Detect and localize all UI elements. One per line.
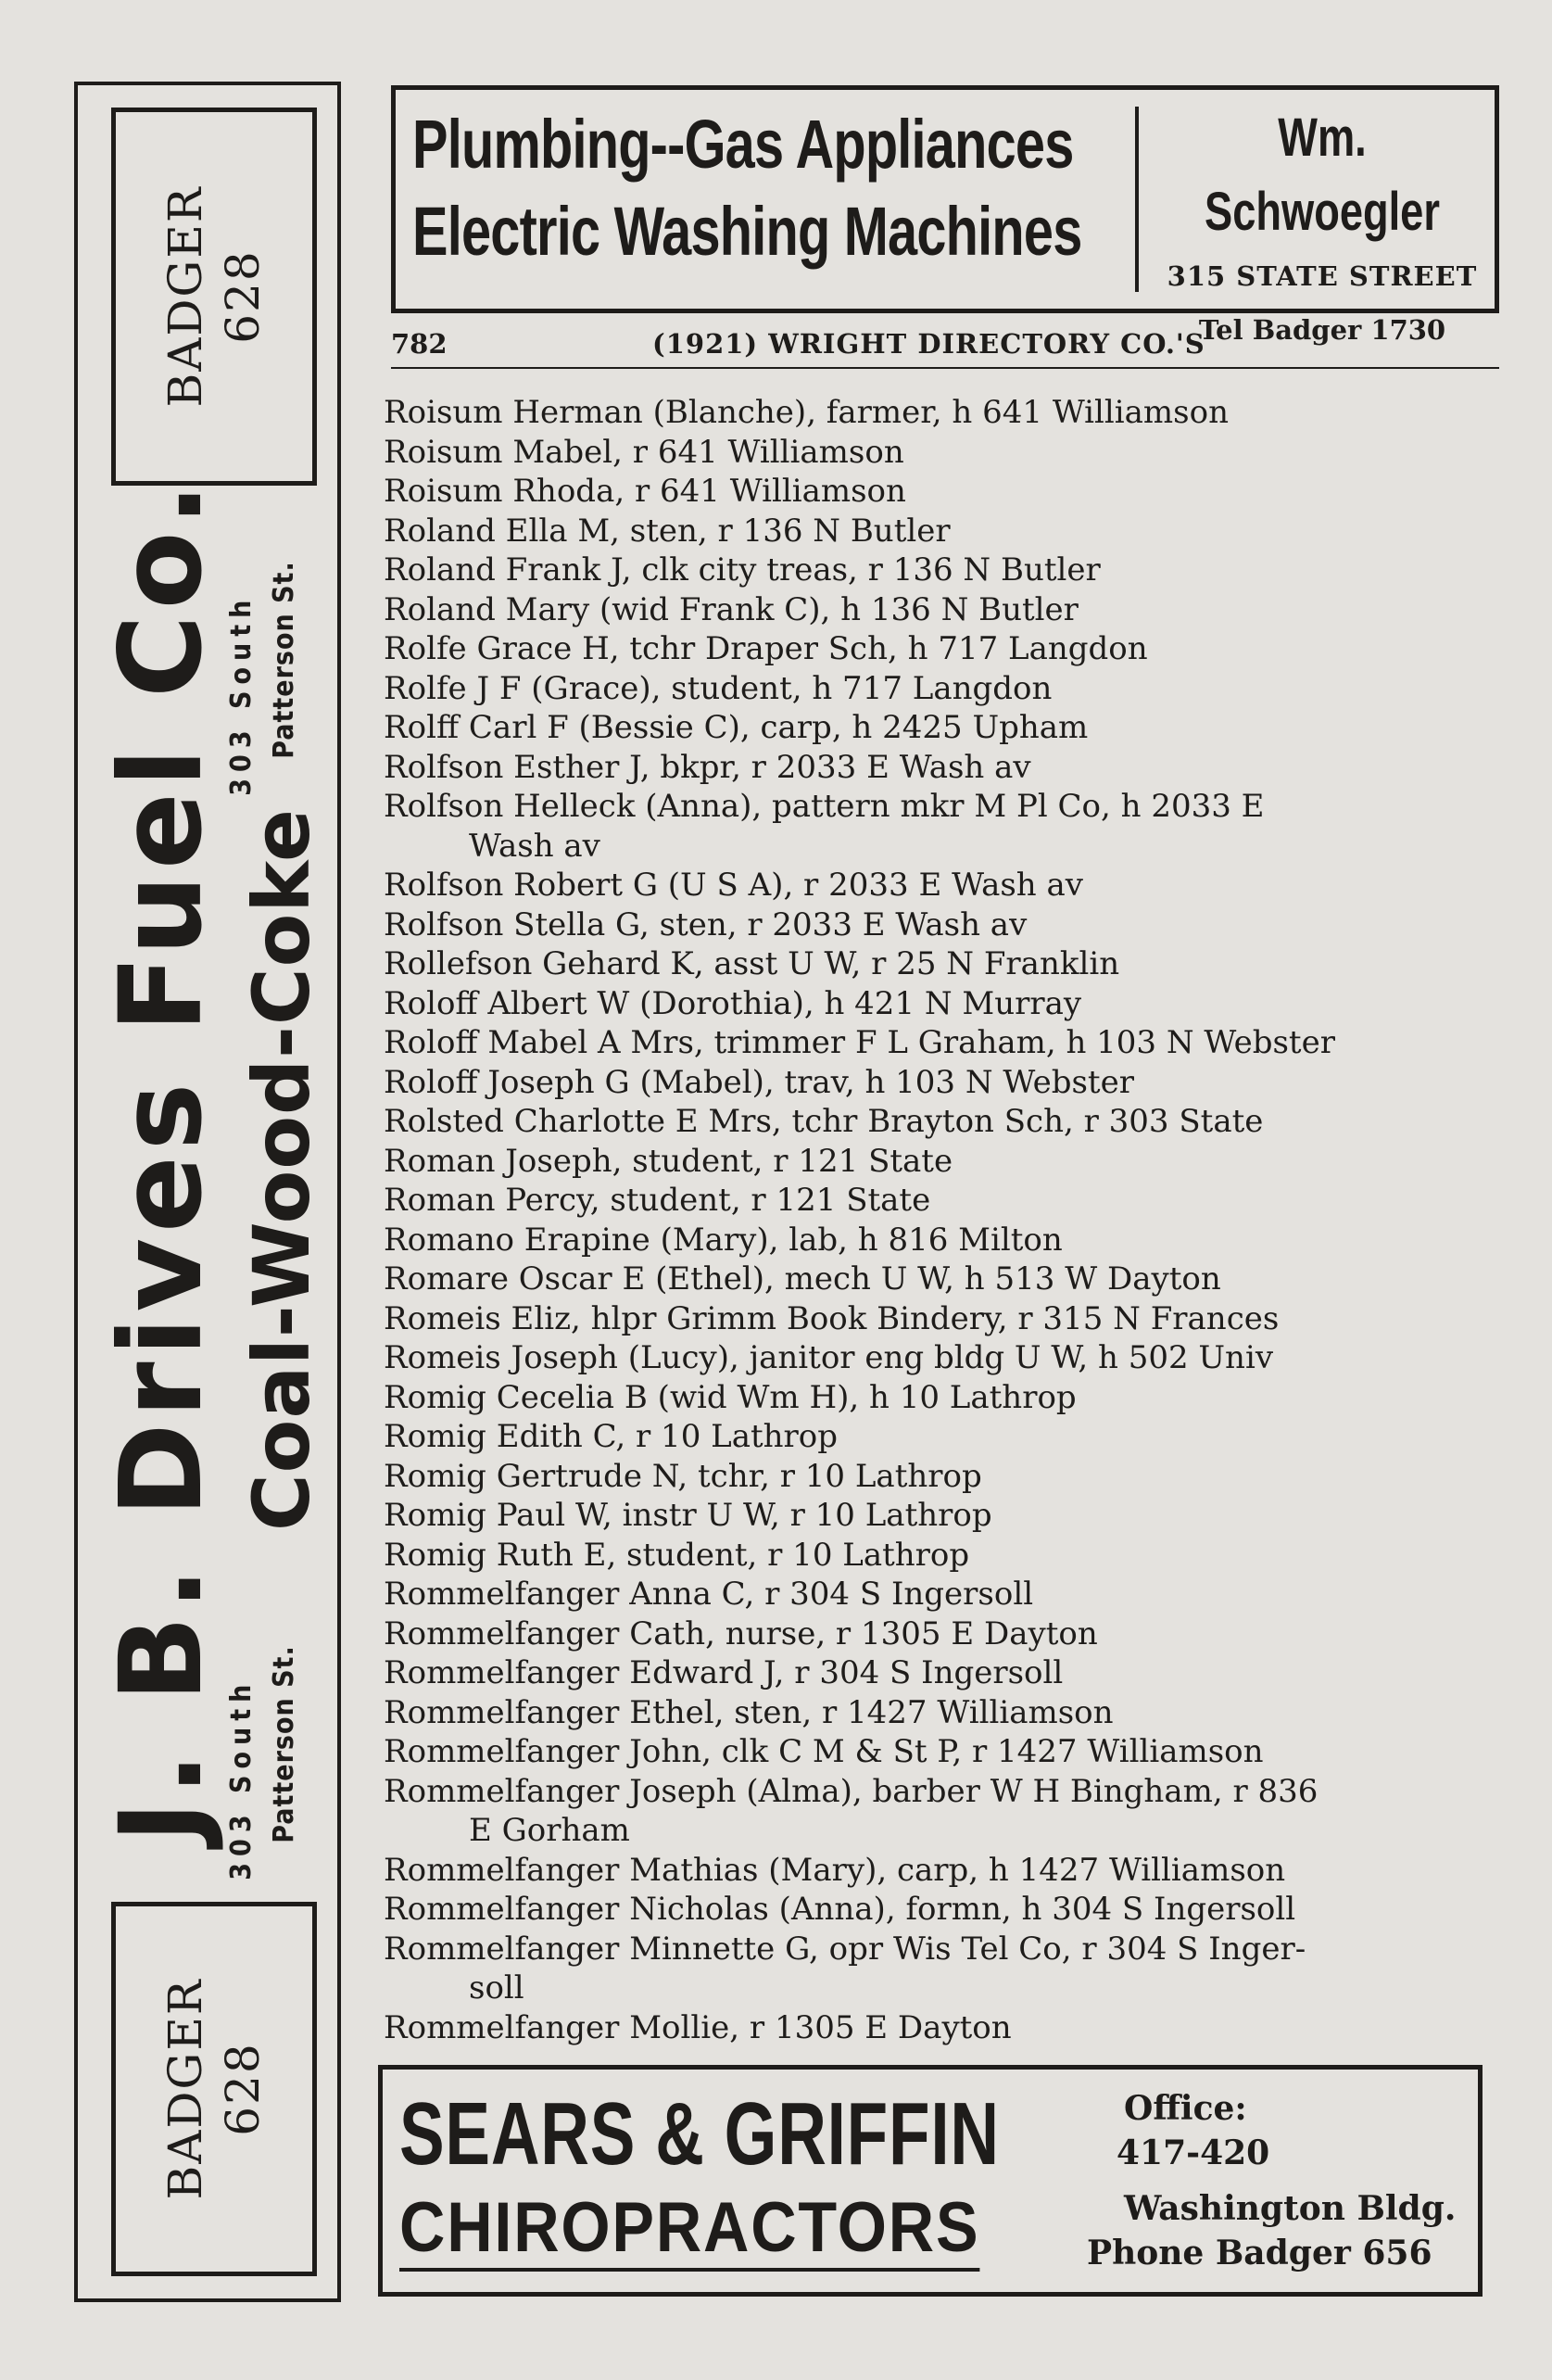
directory-entry (384, 1378, 1503, 1418)
entry-text: Roman Percy, student, r 121 State (384, 1182, 931, 1219)
directory-entry (384, 1457, 1503, 1497)
ad-divider (1135, 107, 1139, 292)
entry-text: Roman Joseph, student, r 121 State (384, 1142, 953, 1180)
office-rooms: 417-420 (1117, 2133, 1270, 2172)
street-address: 315 STATE STREET (1167, 260, 1478, 292)
entry-text: Rommelfanger Mollie, r 1305 E Dayton (384, 2008, 1012, 2046)
address-line: Patterson St. (268, 1645, 300, 1843)
entry-continuation: E Gorham (469, 1812, 630, 1849)
directory-entry (384, 1496, 1503, 1536)
address-line: Patterson St. (268, 561, 300, 759)
directory-entry (384, 1851, 1503, 1891)
running-title: (1921) WRIGHT DIRECTORY CO.'S (652, 328, 1205, 360)
entry-text: Rommelfanger Cath, nurse, r 1305 E Dayton (384, 1614, 1098, 1652)
directory-entry (384, 787, 1503, 866)
directory-entry (384, 944, 1503, 984)
profession: CHIROPRACTORS (399, 2188, 979, 2272)
directory-entry (384, 433, 1503, 473)
address-line: 303 South (225, 1677, 258, 1880)
entry-text: Rommelfanger John, clk C M & St P, r 1427 Williamson (384, 1733, 1264, 1770)
entry-text: Rommelfanger Joseph (Alma), barber W H Bingham, r 836 (384, 1772, 1319, 1810)
plumbing-ad-text (412, 101, 1135, 275)
directory-entry (384, 1772, 1503, 1851)
entry-text: Romig Gertrude N, tchr, r 10 Lathrop (384, 1457, 982, 1495)
entry-text: Rollefson Gehard K, asst U W, r 25 N Franklin (384, 945, 1120, 982)
entry-text: Roloff Mabel A Mrs, trimmer F L Graham, h 103 N Webster (384, 1024, 1335, 1061)
entry-continuation: Wash av (469, 827, 600, 865)
plumber-contact (1146, 101, 1498, 357)
directory-entry (384, 1732, 1503, 1772)
office-building: Washington Bldg. (1124, 2189, 1457, 2228)
badge-label: BADGER (158, 1978, 212, 2200)
entry-text: Rolfe Grace H, tchr Draper Sch, h 717 Langdon (384, 630, 1148, 667)
company-name: J. B. Drives Fuel Co. (95, 477, 227, 1843)
directory-entry (384, 1653, 1503, 1693)
telephone: Tel Badger 1730 (1198, 314, 1446, 346)
badge-phone-top (157, 185, 271, 407)
directory-entry (384, 708, 1503, 748)
directory-entry (384, 984, 1503, 1024)
directory-entry (384, 1221, 1503, 1260)
directory-entry (384, 1023, 1503, 1063)
entry-text: Roisum Mabel, r 641 Williamson (384, 433, 904, 471)
company-products: Coal-Wood-Coke (236, 808, 327, 1531)
address-top (221, 561, 306, 795)
ad-line: Plumbing--Gas Appliances (412, 106, 1074, 183)
entry-text: Roland Mary (wid Frank C), h 136 N Butler (384, 590, 1079, 628)
office-phone: Phone Badger 656 (1087, 2234, 1432, 2272)
entry-text: Rommelfanger Anna C, r 304 S Ingersoll (384, 1576, 1034, 1613)
directory-entry (384, 866, 1503, 905)
directory-entry (384, 393, 1503, 433)
directory-entry (384, 1181, 1503, 1221)
entry-text: Rolfson Esther J, bkpr, r 2033 E Wash av (384, 748, 1031, 786)
ad-line: Electric Washing Machines (412, 193, 1082, 270)
directory-entry (384, 590, 1503, 630)
address-bottom (221, 1645, 306, 1880)
entry-text: Roloff Joseph G (Mabel), trav, h 103 N Webster (384, 1063, 1134, 1101)
directory-entry (384, 1536, 1503, 1576)
entry-text: Roland Frank J, clk city treas, r 136 N Butler (384, 551, 1101, 589)
entry-text: Romig Cecelia B (wid Wm H), h 10 Lathrop (384, 1378, 1077, 1416)
directory-entry (384, 472, 1503, 512)
directory-entry (384, 551, 1503, 590)
entry-text: Roisum Rhoda, r 641 Williamson (384, 473, 906, 510)
directory-entry (384, 669, 1503, 709)
directory-entries (384, 393, 1503, 2047)
entry-text: Rolfson Robert G (U S A), r 2033 E Wash av (384, 867, 1083, 904)
entry-text: Romeis Eliz, hlpr Grimm Book Bindery, r 315 N Frances (384, 1299, 1280, 1337)
directory-entry (384, 1063, 1503, 1103)
entry-text: Rolfson Stella G, sten, r 2033 E Wash av (384, 905, 1028, 943)
badge-box-top (111, 108, 317, 486)
directory-entry (384, 1417, 1503, 1457)
address-line: 303 South (225, 593, 258, 796)
badge-phone-bottom (157, 1978, 271, 2199)
page-number: 782 (391, 328, 448, 360)
side-advertisement (74, 82, 341, 2302)
directory-entry (384, 1299, 1503, 1339)
entry-text: Roland Ella M, sten, r 136 N Butler (384, 512, 951, 550)
directory-entry (384, 1142, 1503, 1182)
firm-name: Wm. Schwoegler (1205, 108, 1440, 242)
firm-name: SEARS & GRIFFIN (399, 2084, 1000, 2184)
entry-text: Rolfson Helleck (Anna), pattern mkr M Pl Co, h 2033 E (384, 788, 1265, 825)
entry-text: Romeis Joseph (Lucy), janitor eng bldg U W, h 502 Univ (384, 1339, 1274, 1376)
entry-text: Rolfe J F (Grace), student, h 717 Langdon (384, 669, 1053, 707)
directory-entry (384, 629, 1503, 669)
entry-text: Rommelfanger Edward J, r 304 S Ingersoll (384, 1654, 1064, 1691)
office-info (1087, 2086, 1476, 2275)
badge-label: BADGER (158, 185, 212, 408)
badge-box-bottom (111, 1902, 317, 2276)
office-label: Office: (1124, 2089, 1247, 2128)
directory-entry (384, 905, 1503, 945)
entry-text: Roisum Herman (Blanche), farmer, h 641 Williamson (384, 394, 1229, 431)
directory-entry (384, 1693, 1503, 1733)
entry-text: Rommelfanger Minnette G, opr Wis Tel Co, r 304 S Inger- (384, 1930, 1306, 1968)
entry-text: Rolsted Charlotte E Mrs, tchr Brayton Sch, r 303 State (384, 1103, 1264, 1140)
directory-entry (384, 1102, 1503, 1142)
badge-number: 628 (216, 2042, 270, 2136)
directory-entry (384, 1575, 1503, 1614)
entry-continuation: soll (469, 1969, 524, 2007)
directory-entry (384, 748, 1503, 788)
directory-entry (384, 2008, 1503, 2048)
entry-text: Romano Erapine (Mary), lab, h 816 Milton (384, 1221, 1063, 1259)
entry-text: Romare Oscar E (Ethel), mech U W, h 513 W Dayton (384, 1260, 1221, 1298)
bottom-advertisement (378, 2065, 1483, 2297)
entry-text: Roloff Albert W (Dorothia), h 421 N Murray (384, 984, 1082, 1022)
entry-text: Romig Paul W, instr U W, r 10 Lathrop (384, 1497, 992, 1534)
directory-entry (384, 1930, 1503, 2008)
directory-entry (384, 512, 1503, 551)
entry-text: Rommelfanger Mathias (Mary), carp, h 1427 Williamson (384, 1851, 1286, 1889)
directory-entry (384, 1614, 1503, 1654)
entry-text: Rommelfanger Ethel, sten, r 1427 Williamson (384, 1693, 1114, 1731)
entry-text: Rolff Carl F (Bessie C), carp, h 2425 Upham (384, 709, 1089, 746)
directory-entry (384, 1260, 1503, 1299)
entry-text: Rommelfanger Nicholas (Anna), formn, h 304 S Ingersoll (384, 1891, 1296, 1928)
entry-text: Romig Edith C, r 10 Lathrop (384, 1418, 839, 1455)
page-header (391, 326, 1499, 369)
directory-entry (384, 1338, 1503, 1378)
badge-number: 628 (216, 249, 270, 344)
directory-entry (384, 1890, 1503, 1930)
entry-text: Romig Ruth E, student, r 10 Lathrop (384, 1536, 970, 1574)
